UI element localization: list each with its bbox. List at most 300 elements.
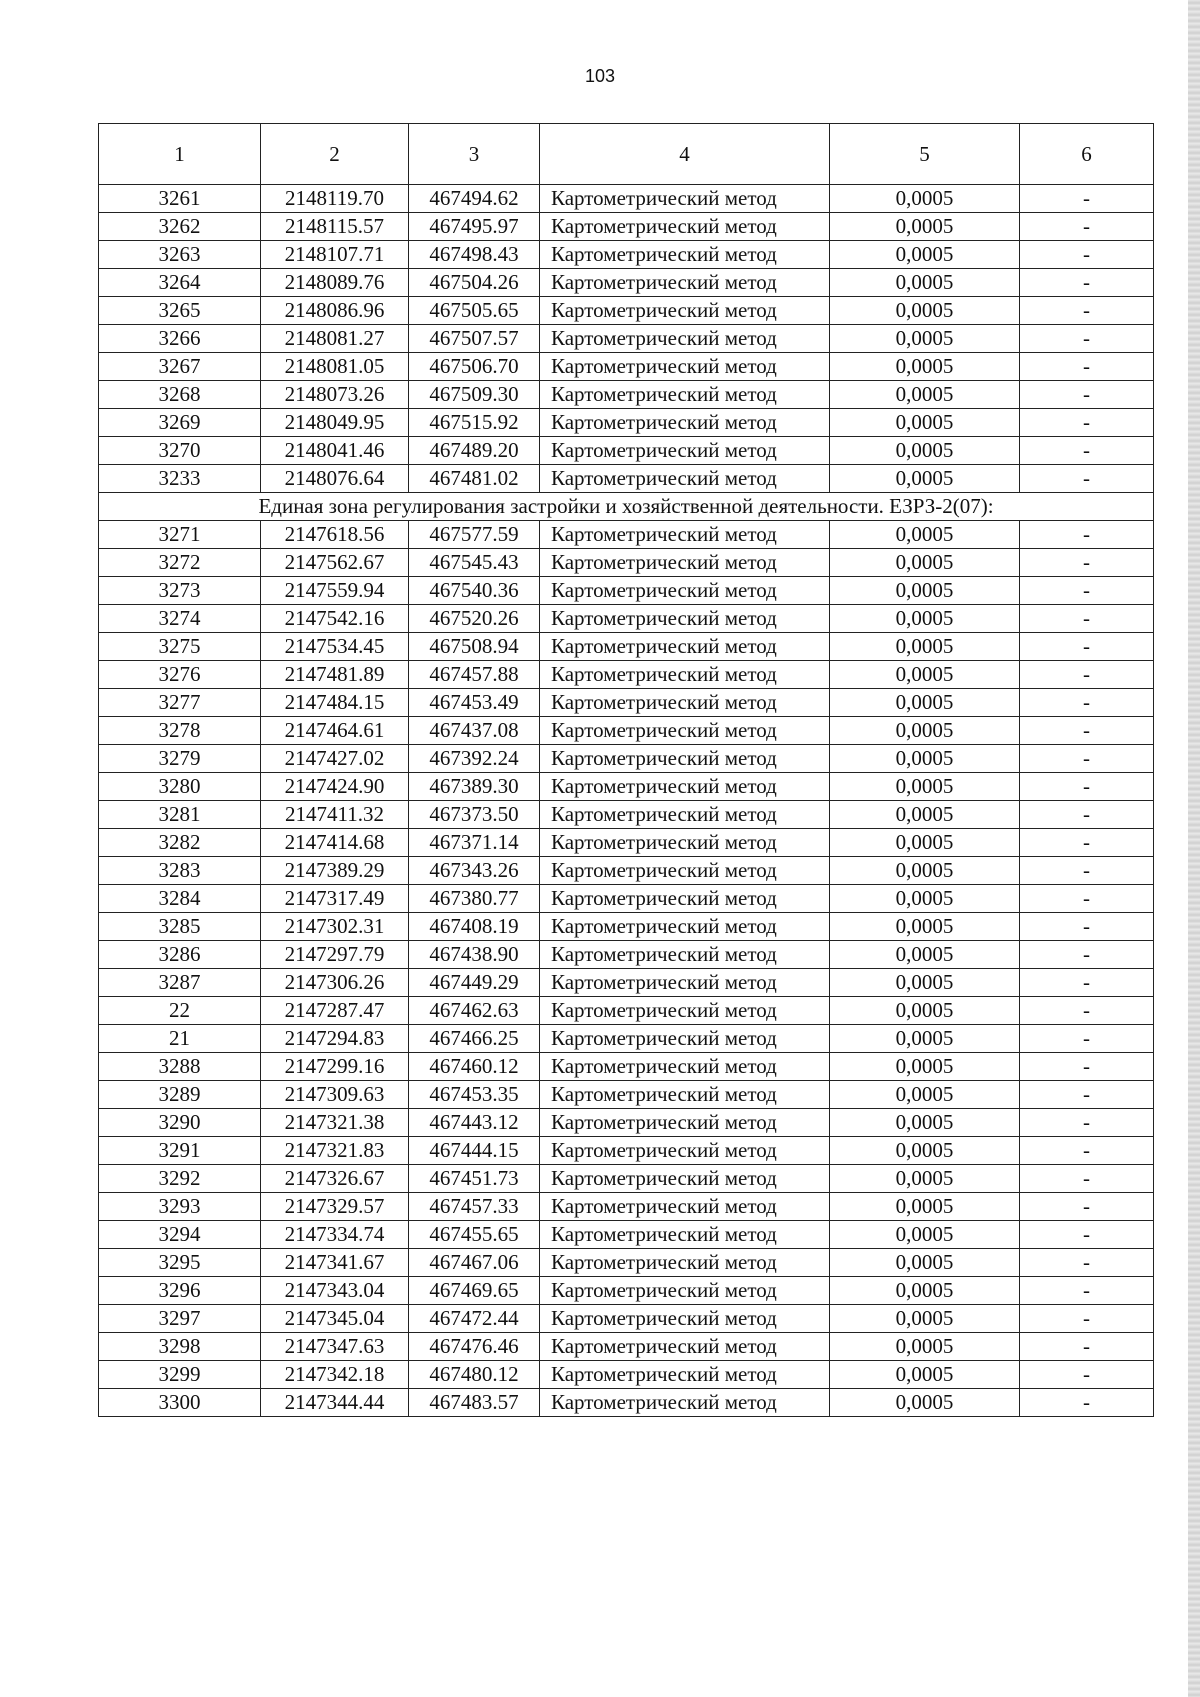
y-coordinate-cell: 467505.65 <box>409 297 540 325</box>
x-coordinate-cell: 2148089.76 <box>261 269 409 297</box>
accuracy-cell: 0,0005 <box>830 941 1020 969</box>
header-col-3: 3 <box>409 124 540 185</box>
method-cell: Картометрический метод <box>540 1053 830 1081</box>
y-coordinate-cell: 467438.90 <box>409 941 540 969</box>
table-row <box>99 577 1154 605</box>
accuracy-cell: 0,0005 <box>830 185 1020 213</box>
accuracy-cell: 0,0005 <box>830 717 1020 745</box>
accuracy-cell: 0,0005 <box>830 661 1020 689</box>
method-cell: Картометрический метод <box>540 465 830 493</box>
point-number-cell: 3289 <box>99 1081 261 1109</box>
method-cell: Картометрический метод <box>540 1333 830 1361</box>
accuracy-cell: 0,0005 <box>830 1053 1020 1081</box>
accuracy-cell: 0,0005 <box>830 549 1020 577</box>
point-number-cell: 3288 <box>99 1053 261 1081</box>
method-cell: Картометрический метод <box>540 185 830 213</box>
point-number-cell: 3278 <box>99 717 261 745</box>
y-coordinate-cell: 467476.46 <box>409 1333 540 1361</box>
note-cell: - <box>1020 269 1154 297</box>
y-coordinate-cell: 467480.12 <box>409 1361 540 1389</box>
accuracy-cell: 0,0005 <box>830 1249 1020 1277</box>
y-coordinate-cell: 467489.20 <box>409 437 540 465</box>
accuracy-cell: 0,0005 <box>830 1277 1020 1305</box>
accuracy-cell: 0,0005 <box>830 1025 1020 1053</box>
point-number-cell: 3295 <box>99 1249 261 1277</box>
point-number-cell: 3280 <box>99 773 261 801</box>
y-coordinate-cell: 467483.57 <box>409 1389 540 1417</box>
method-cell: Картометрический метод <box>540 801 830 829</box>
accuracy-cell: 0,0005 <box>830 1361 1020 1389</box>
table-body-top <box>99 185 1154 493</box>
accuracy-cell: 0,0005 <box>830 633 1020 661</box>
accuracy-cell: 0,0005 <box>830 325 1020 353</box>
point-number-cell: 3270 <box>99 437 261 465</box>
accuracy-cell: 0,0005 <box>830 381 1020 409</box>
header-col-2: 2 <box>261 124 409 185</box>
y-coordinate-cell: 467540.36 <box>409 577 540 605</box>
accuracy-cell: 0,0005 <box>830 1333 1020 1361</box>
x-coordinate-cell: 2147309.63 <box>261 1081 409 1109</box>
table-row <box>99 353 1154 381</box>
point-number-cell: 3284 <box>99 885 261 913</box>
method-cell: Картометрический метод <box>540 633 830 661</box>
y-coordinate-cell: 467453.35 <box>409 1081 540 1109</box>
table-row <box>99 437 1154 465</box>
table-row <box>99 605 1154 633</box>
x-coordinate-cell: 2148076.64 <box>261 465 409 493</box>
accuracy-cell: 0,0005 <box>830 1389 1020 1417</box>
x-coordinate-cell: 2147306.26 <box>261 969 409 997</box>
y-coordinate-cell: 467504.26 <box>409 269 540 297</box>
page-number: 103 <box>584 66 616 86</box>
x-coordinate-cell: 2147294.83 <box>261 1025 409 1053</box>
accuracy-cell: 0,0005 <box>830 913 1020 941</box>
note-cell: - <box>1020 409 1154 437</box>
y-coordinate-cell: 467437.08 <box>409 717 540 745</box>
table-row <box>99 997 1154 1025</box>
point-number-cell: 3291 <box>99 1137 261 1165</box>
y-coordinate-cell: 467389.30 <box>409 773 540 801</box>
y-coordinate-cell: 467466.25 <box>409 1025 540 1053</box>
y-coordinate-cell: 467462.63 <box>409 997 540 1025</box>
table-row <box>99 185 1154 213</box>
accuracy-cell: 0,0005 <box>830 1137 1020 1165</box>
point-number-cell: 3297 <box>99 1305 261 1333</box>
accuracy-cell: 0,0005 <box>830 409 1020 437</box>
method-cell: Картометрический метод <box>540 325 830 353</box>
section-row <box>99 493 1154 521</box>
table-row <box>99 521 1154 549</box>
point-number-cell: 3287 <box>99 969 261 997</box>
point-number-cell: 3268 <box>99 381 261 409</box>
table-header <box>99 124 1154 185</box>
point-number-cell: 3274 <box>99 605 261 633</box>
note-cell: - <box>1020 689 1154 717</box>
table-row <box>99 1277 1154 1305</box>
header-col-6: 6 <box>1020 124 1154 185</box>
x-coordinate-cell: 2147321.83 <box>261 1137 409 1165</box>
note-cell: - <box>1020 857 1154 885</box>
x-coordinate-cell: 2147299.16 <box>261 1053 409 1081</box>
table-row <box>99 1081 1154 1109</box>
table-body-bottom <box>99 521 1154 1417</box>
table-row <box>99 1193 1154 1221</box>
y-coordinate-cell: 467507.57 <box>409 325 540 353</box>
method-cell: Картометрический метод <box>540 1361 830 1389</box>
note-cell: - <box>1020 633 1154 661</box>
x-coordinate-cell: 2147345.04 <box>261 1305 409 1333</box>
table-row <box>99 269 1154 297</box>
table-row <box>99 1305 1154 1333</box>
method-cell: Картометрический метод <box>540 1109 830 1137</box>
point-number-cell: 3277 <box>99 689 261 717</box>
x-coordinate-cell: 2147484.15 <box>261 689 409 717</box>
point-number-cell: 3272 <box>99 549 261 577</box>
y-coordinate-cell: 467453.49 <box>409 689 540 717</box>
point-number-cell: 3293 <box>99 1193 261 1221</box>
method-cell: Картометрический метод <box>540 857 830 885</box>
note-cell: - <box>1020 1389 1154 1417</box>
header-col-5: 5 <box>830 124 1020 185</box>
accuracy-cell: 0,0005 <box>830 801 1020 829</box>
table-row <box>99 213 1154 241</box>
x-coordinate-cell: 2147344.44 <box>261 1389 409 1417</box>
table-row <box>99 1221 1154 1249</box>
y-coordinate-cell: 467467.06 <box>409 1249 540 1277</box>
accuracy-cell: 0,0005 <box>830 269 1020 297</box>
accuracy-cell: 0,0005 <box>830 353 1020 381</box>
method-cell: Картометрический метод <box>540 1221 830 1249</box>
accuracy-cell: 0,0005 <box>830 829 1020 857</box>
point-number-cell: 3290 <box>99 1109 261 1137</box>
note-cell: - <box>1020 997 1154 1025</box>
method-cell: Картометрический метод <box>540 1305 830 1333</box>
method-cell: Картометрический метод <box>540 605 830 633</box>
accuracy-cell: 0,0005 <box>830 1193 1020 1221</box>
accuracy-cell: 0,0005 <box>830 213 1020 241</box>
accuracy-cell: 0,0005 <box>830 1165 1020 1193</box>
note-cell: - <box>1020 241 1154 269</box>
note-cell: - <box>1020 1053 1154 1081</box>
x-coordinate-cell: 2147329.57 <box>261 1193 409 1221</box>
table-row <box>99 717 1154 745</box>
note-cell: - <box>1020 549 1154 577</box>
note-cell: - <box>1020 1305 1154 1333</box>
table-row <box>99 885 1154 913</box>
method-cell: Картометрический метод <box>540 913 830 941</box>
point-number-cell: 3233 <box>99 465 261 493</box>
x-coordinate-cell: 2147317.49 <box>261 885 409 913</box>
x-coordinate-cell: 2147481.89 <box>261 661 409 689</box>
note-cell: - <box>1020 801 1154 829</box>
point-number-cell: 3275 <box>99 633 261 661</box>
point-number-cell: 3261 <box>99 185 261 213</box>
y-coordinate-cell: 467545.43 <box>409 549 540 577</box>
method-cell: Картометрический метод <box>540 297 830 325</box>
x-coordinate-cell: 2147542.16 <box>261 605 409 633</box>
accuracy-cell: 0,0005 <box>830 437 1020 465</box>
table-row <box>99 661 1154 689</box>
note-cell: - <box>1020 717 1154 745</box>
table-row <box>99 549 1154 577</box>
header-row <box>99 124 1154 185</box>
method-cell: Картометрический метод <box>540 1165 830 1193</box>
note-cell: - <box>1020 577 1154 605</box>
method-cell: Картометрический метод <box>540 717 830 745</box>
note-cell: - <box>1020 325 1154 353</box>
point-number-cell: 3285 <box>99 913 261 941</box>
x-coordinate-cell: 2147343.04 <box>261 1277 409 1305</box>
note-cell: - <box>1020 661 1154 689</box>
method-cell: Картометрический метод <box>540 213 830 241</box>
table-row <box>99 465 1154 493</box>
accuracy-cell: 0,0005 <box>830 297 1020 325</box>
note-cell: - <box>1020 773 1154 801</box>
accuracy-cell: 0,0005 <box>830 773 1020 801</box>
point-number-cell: 3286 <box>99 941 261 969</box>
note-cell: - <box>1020 213 1154 241</box>
accuracy-cell: 0,0005 <box>830 745 1020 773</box>
method-cell: Картометрический метод <box>540 269 830 297</box>
accuracy-cell: 0,0005 <box>830 689 1020 717</box>
accuracy-cell: 0,0005 <box>830 997 1020 1025</box>
x-coordinate-cell: 2148041.46 <box>261 437 409 465</box>
point-number-cell: 3281 <box>99 801 261 829</box>
note-cell: - <box>1020 465 1154 493</box>
table-row <box>99 1333 1154 1361</box>
table-row <box>99 1053 1154 1081</box>
point-number-cell: 3269 <box>99 409 261 437</box>
note-cell: - <box>1020 829 1154 857</box>
y-coordinate-cell: 467451.73 <box>409 1165 540 1193</box>
method-cell: Картометрический метод <box>540 1081 830 1109</box>
y-coordinate-cell: 467498.43 <box>409 241 540 269</box>
note-cell: - <box>1020 1165 1154 1193</box>
method-cell: Картометрический метод <box>540 381 830 409</box>
point-number-cell: 3299 <box>99 1361 261 1389</box>
accuracy-cell: 0,0005 <box>830 241 1020 269</box>
accuracy-cell: 0,0005 <box>830 605 1020 633</box>
method-cell: Картометрический метод <box>540 1389 830 1417</box>
point-number-cell: 3267 <box>99 353 261 381</box>
table-row <box>99 633 1154 661</box>
note-cell: - <box>1020 1221 1154 1249</box>
point-number-cell: 3271 <box>99 521 261 549</box>
table-row <box>99 241 1154 269</box>
method-cell: Картометрический метод <box>540 241 830 269</box>
point-number-cell: 3264 <box>99 269 261 297</box>
note-cell: - <box>1020 521 1154 549</box>
x-coordinate-cell: 2148115.57 <box>261 213 409 241</box>
note-cell: - <box>1020 1193 1154 1221</box>
x-coordinate-cell: 2147562.67 <box>261 549 409 577</box>
y-coordinate-cell: 467457.88 <box>409 661 540 689</box>
method-cell: Картометрический метод <box>540 997 830 1025</box>
y-coordinate-cell: 467455.65 <box>409 1221 540 1249</box>
note-cell: - <box>1020 1361 1154 1389</box>
y-coordinate-cell: 467343.26 <box>409 857 540 885</box>
note-cell: - <box>1020 941 1154 969</box>
note-cell: - <box>1020 1277 1154 1305</box>
section-title: Единая зона регулирования застройки и хозяйственной деятельности. ЕЗРЗ-2(07): <box>99 493 1154 521</box>
section-body <box>99 493 1154 521</box>
point-number-cell: 3294 <box>99 1221 261 1249</box>
accuracy-cell: 0,0005 <box>830 465 1020 493</box>
method-cell: Картометрический метод <box>540 745 830 773</box>
point-number-cell: 3279 <box>99 745 261 773</box>
coordinates-table <box>98 123 1154 1417</box>
x-coordinate-cell: 2148073.26 <box>261 381 409 409</box>
coordinates-table-container <box>98 123 1153 1417</box>
method-cell: Картометрический метод <box>540 577 830 605</box>
method-cell: Картометрический метод <box>540 829 830 857</box>
y-coordinate-cell: 467494.62 <box>409 185 540 213</box>
note-cell: - <box>1020 185 1154 213</box>
note-cell: - <box>1020 885 1154 913</box>
note-cell: - <box>1020 1137 1154 1165</box>
table-row <box>99 689 1154 717</box>
scan-edge-artifact <box>1188 0 1200 1697</box>
point-number-cell: 3263 <box>99 241 261 269</box>
y-coordinate-cell: 467371.14 <box>409 829 540 857</box>
table-row <box>99 1025 1154 1053</box>
point-number-cell: 3296 <box>99 1277 261 1305</box>
point-number-cell: 3283 <box>99 857 261 885</box>
y-coordinate-cell: 467408.19 <box>409 913 540 941</box>
method-cell: Картометрический метод <box>540 353 830 381</box>
y-coordinate-cell: 467460.12 <box>409 1053 540 1081</box>
y-coordinate-cell: 467444.15 <box>409 1137 540 1165</box>
table-row <box>99 1165 1154 1193</box>
y-coordinate-cell: 467392.24 <box>409 745 540 773</box>
y-coordinate-cell: 467380.77 <box>409 885 540 913</box>
table-row <box>99 801 1154 829</box>
accuracy-cell: 0,0005 <box>830 1109 1020 1137</box>
accuracy-cell: 0,0005 <box>830 885 1020 913</box>
y-coordinate-cell: 467515.92 <box>409 409 540 437</box>
note-cell: - <box>1020 381 1154 409</box>
table-row <box>99 745 1154 773</box>
table-row <box>99 381 1154 409</box>
table-row <box>99 969 1154 997</box>
x-coordinate-cell: 2147618.56 <box>261 521 409 549</box>
point-number-cell: 3298 <box>99 1333 261 1361</box>
x-coordinate-cell: 2147534.45 <box>261 633 409 661</box>
method-cell: Картометрический метод <box>540 1277 830 1305</box>
y-coordinate-cell: 467506.70 <box>409 353 540 381</box>
x-coordinate-cell: 2147411.32 <box>261 801 409 829</box>
y-coordinate-cell: 467469.65 <box>409 1277 540 1305</box>
x-coordinate-cell: 2147427.02 <box>261 745 409 773</box>
accuracy-cell: 0,0005 <box>830 969 1020 997</box>
note-cell: - <box>1020 297 1154 325</box>
header-col-1: 1 <box>99 124 261 185</box>
x-coordinate-cell: 2147559.94 <box>261 577 409 605</box>
table-row <box>99 1137 1154 1165</box>
point-number-cell: 3266 <box>99 325 261 353</box>
x-coordinate-cell: 2147424.90 <box>261 773 409 801</box>
accuracy-cell: 0,0005 <box>830 1305 1020 1333</box>
accuracy-cell: 0,0005 <box>830 857 1020 885</box>
y-coordinate-cell: 467508.94 <box>409 633 540 661</box>
accuracy-cell: 0,0005 <box>830 1221 1020 1249</box>
x-coordinate-cell: 2148107.71 <box>261 241 409 269</box>
note-cell: - <box>1020 745 1154 773</box>
x-coordinate-cell: 2147342.18 <box>261 1361 409 1389</box>
accuracy-cell: 0,0005 <box>830 521 1020 549</box>
note-cell: - <box>1020 969 1154 997</box>
x-coordinate-cell: 2148049.95 <box>261 409 409 437</box>
x-coordinate-cell: 2147414.68 <box>261 829 409 857</box>
y-coordinate-cell: 467481.02 <box>409 465 540 493</box>
y-coordinate-cell: 467509.30 <box>409 381 540 409</box>
method-cell: Картометрический метод <box>540 969 830 997</box>
x-coordinate-cell: 2147334.74 <box>261 1221 409 1249</box>
method-cell: Картометрический метод <box>540 549 830 577</box>
x-coordinate-cell: 2147389.29 <box>261 857 409 885</box>
table-row <box>99 1361 1154 1389</box>
method-cell: Картометрический метод <box>540 1249 830 1277</box>
note-cell: - <box>1020 353 1154 381</box>
accuracy-cell: 0,0005 <box>830 1081 1020 1109</box>
note-cell: - <box>1020 1025 1154 1053</box>
table-row <box>99 409 1154 437</box>
method-cell: Картометрический метод <box>540 689 830 717</box>
table-row <box>99 829 1154 857</box>
method-cell: Картометрический метод <box>540 521 830 549</box>
note-cell: - <box>1020 1109 1154 1137</box>
y-coordinate-cell: 467373.50 <box>409 801 540 829</box>
table-row <box>99 773 1154 801</box>
y-coordinate-cell: 467577.59 <box>409 521 540 549</box>
y-coordinate-cell: 467443.12 <box>409 1109 540 1137</box>
point-number-cell: 3292 <box>99 1165 261 1193</box>
point-number-cell: 3265 <box>99 297 261 325</box>
note-cell: - <box>1020 1333 1154 1361</box>
point-number-cell: 3262 <box>99 213 261 241</box>
point-number-cell: 21 <box>99 1025 261 1053</box>
note-cell: - <box>1020 605 1154 633</box>
method-cell: Картометрический метод <box>540 1137 830 1165</box>
note-cell: - <box>1020 437 1154 465</box>
table-row <box>99 1389 1154 1417</box>
x-coordinate-cell: 2147464.61 <box>261 717 409 745</box>
y-coordinate-cell: 467495.97 <box>409 213 540 241</box>
note-cell: - <box>1020 1081 1154 1109</box>
y-coordinate-cell: 467520.26 <box>409 605 540 633</box>
point-number-cell: 3273 <box>99 577 261 605</box>
note-cell: - <box>1020 1249 1154 1277</box>
x-coordinate-cell: 2147326.67 <box>261 1165 409 1193</box>
method-cell: Картометрический метод <box>540 1193 830 1221</box>
point-number-cell: 22 <box>99 997 261 1025</box>
note-cell: - <box>1020 913 1154 941</box>
x-coordinate-cell: 2148119.70 <box>261 185 409 213</box>
x-coordinate-cell: 2147341.67 <box>261 1249 409 1277</box>
method-cell: Картометрический метод <box>540 661 830 689</box>
header-col-4: 4 <box>540 124 830 185</box>
x-coordinate-cell: 2147347.63 <box>261 1333 409 1361</box>
point-number-cell: 3300 <box>99 1389 261 1417</box>
table-row <box>99 297 1154 325</box>
y-coordinate-cell: 467449.29 <box>409 969 540 997</box>
x-coordinate-cell: 2148086.96 <box>261 297 409 325</box>
method-cell: Картометрический метод <box>540 437 830 465</box>
x-coordinate-cell: 2147302.31 <box>261 913 409 941</box>
point-number-cell: 3276 <box>99 661 261 689</box>
method-cell: Картометрический метод <box>540 885 830 913</box>
table-row <box>99 857 1154 885</box>
